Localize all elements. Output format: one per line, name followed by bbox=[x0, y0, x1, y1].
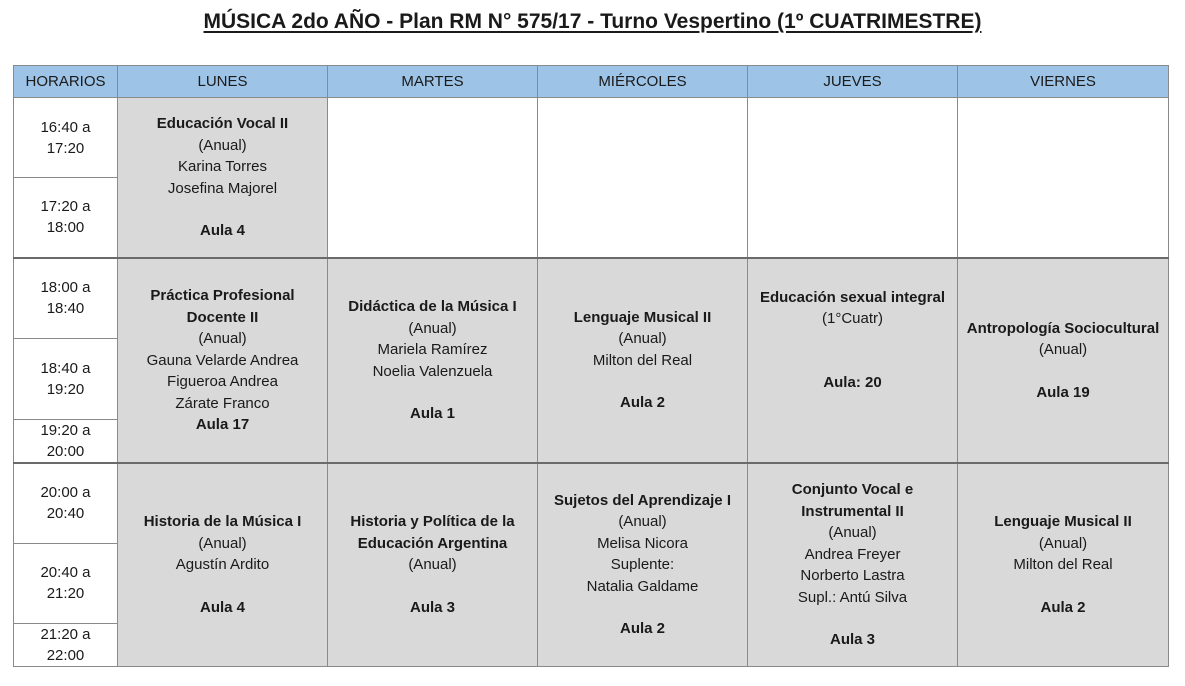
class-room: Aula 3 bbox=[829, 631, 875, 648]
class-name: Educación Vocal II bbox=[156, 115, 289, 132]
header-lunes: LUNES bbox=[118, 66, 328, 98]
class-name: Lenguaje Musical II bbox=[573, 308, 712, 326]
class-cell-lunes-b3: Historia de la Música I (Anual) Agustín Ardito Aula 4 bbox=[118, 463, 328, 666]
class-room: Aula 2 bbox=[619, 394, 665, 412]
class-room: Aula 1 bbox=[409, 405, 455, 422]
header-miercoles: MIÉRCOLES bbox=[538, 66, 748, 98]
header-row bbox=[14, 66, 1169, 98]
class-room: Aula 4 bbox=[199, 598, 245, 616]
time-slot: 20:40 a 21:20 bbox=[14, 543, 118, 623]
page-title bbox=[0, 8, 1185, 36]
time-slot: 18:40 a 19:20 bbox=[14, 339, 118, 420]
class-name: Antropología Sociocultural bbox=[966, 319, 1160, 337]
class-room: Aula: 20 bbox=[823, 373, 882, 391]
time-slot: 16:40 a 17:20 bbox=[14, 98, 118, 178]
empty-cell bbox=[538, 98, 748, 258]
class-room: Aula 17 bbox=[195, 416, 250, 433]
class-room: Aula 2 bbox=[619, 620, 665, 638]
time-slot: 19:20 a 20:00 bbox=[14, 420, 118, 464]
title-text: MÚSICA 2do AÑO - Plan RM N° 575/17 - Turno Vespertino (1º CUATRIMESTRE) bbox=[203, 10, 982, 33]
class-room: Aula 2 bbox=[1040, 598, 1086, 616]
class-cell-martes-b3: Historia y Política de la Educación Argentina (Anual) Aula 3 bbox=[328, 463, 538, 666]
class-cell-miercoles-b3: Sujetos del Aprendizaje I (Anual) Melisa Nicora Suplente: Natalia Galdame Aula 2 bbox=[538, 463, 748, 666]
table-row bbox=[14, 98, 1169, 178]
schedule-table bbox=[13, 65, 1169, 667]
class-cell-viernes-b2: Antropología Sociocultural (Anual) Aula 19 bbox=[958, 258, 1169, 464]
class-cell-viernes-b3: Lenguaje Musical II (Anual) Milton del Real Aula 2 bbox=[958, 463, 1169, 666]
time-slot: 21:20 a 22:00 bbox=[14, 623, 118, 666]
class-name: Educación sexual integral bbox=[759, 288, 946, 306]
class-name: Conjunto Vocal e bbox=[791, 481, 914, 498]
class-name: Práctica Profesional bbox=[150, 287, 295, 304]
empty-cell bbox=[748, 98, 958, 258]
class-cell-martes-b2: Didáctica de la Música I (Anual) Mariela Ramírez Noelia Valenzuela Aula 1 bbox=[328, 258, 538, 464]
class-name: Lenguaje Musical II bbox=[994, 513, 1132, 531]
class-room: Aula 4 bbox=[199, 222, 245, 239]
empty-cell bbox=[328, 98, 538, 258]
table-row bbox=[14, 258, 1169, 339]
time-slot: 17:20 a 18:00 bbox=[14, 178, 118, 258]
class-cell-jueves-b3: Conjunto Vocal e Instrumental II (Anual) Andrea Freyer Norberto Lastra Supl.: Antú Silva Aula 3 bbox=[748, 463, 958, 666]
header-jueves: JUEVES bbox=[748, 66, 958, 98]
class-cell-lunes-b2: Práctica Profesional Docente II (Anual) Gauna Velarde Andrea Figueroa Andrea Zárate Franco Aula 17 bbox=[118, 258, 328, 464]
class-cell-miercoles-b2: Lenguaje Musical II (Anual) Milton del Real Aula 2 bbox=[538, 258, 748, 464]
table-row bbox=[14, 463, 1169, 543]
class-room: Aula 19 bbox=[1036, 383, 1090, 401]
class-name: Historia y Política de la bbox=[350, 513, 515, 531]
class-name: Historia de la Música I bbox=[143, 513, 302, 531]
time-slot: 18:00 a 18:40 bbox=[14, 258, 118, 339]
header-horarios: HORARIOS bbox=[14, 66, 118, 98]
header-martes: MARTES bbox=[328, 66, 538, 98]
header-viernes: VIERNES bbox=[958, 66, 1169, 98]
class-name: Didáctica de la Música I bbox=[348, 298, 517, 315]
time-slot: 20:00 a 20:40 bbox=[14, 463, 118, 543]
class-cell-lunes-b1: Educación Vocal II (Anual) Karina Torres Josefina Majorel Aula 4 bbox=[118, 98, 328, 258]
class-room: Aula 3 bbox=[409, 598, 455, 616]
empty-cell bbox=[958, 98, 1169, 258]
class-cell-jueves-b2: Educación sexual integral (1°Cuatr) Aula: 20 bbox=[748, 258, 958, 464]
class-name: Sujetos del Aprendizaje I bbox=[554, 491, 731, 509]
